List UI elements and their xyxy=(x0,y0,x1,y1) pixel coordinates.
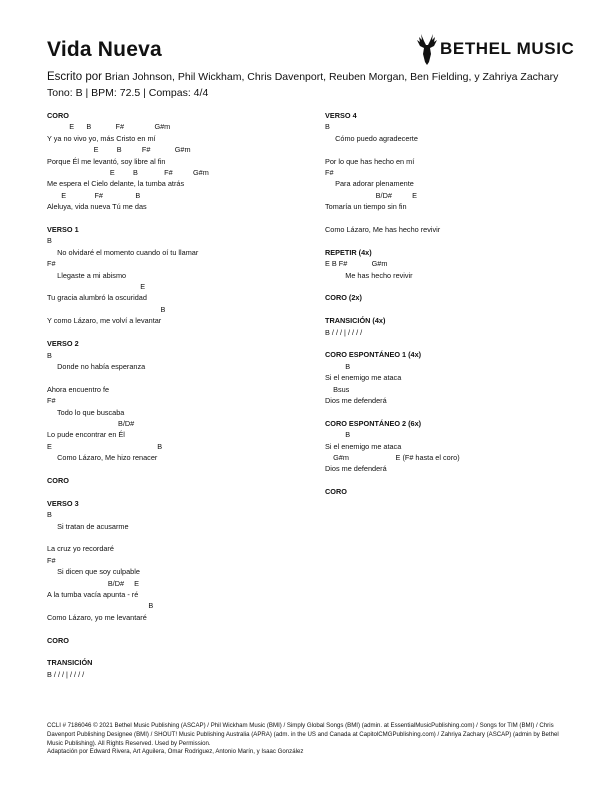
lyric-or-chord-line: F# xyxy=(325,168,334,178)
lyric-or-chord-line: Para adorar plenamente xyxy=(325,179,414,189)
song-section xyxy=(325,315,575,338)
lyric-or-chord-line: Tu gracia alumbró la oscuridad xyxy=(47,293,147,303)
lyric-or-chord-line: Como Lázaro, Me has hecho revivir xyxy=(325,225,441,235)
logo-wordmark: BETHEL MUSIC xyxy=(440,39,575,58)
lyric-or-chord-line: Si tratan de acusarme xyxy=(47,521,129,531)
section-title: CORO xyxy=(47,111,69,120)
lyric-or-chord-line: F# xyxy=(47,259,56,269)
section-title: VERSO 1 xyxy=(47,225,79,235)
copyright-text: CCLI # 7186046 © 2021 Bethel Music Publishing (ASCAP) / Phil Wickham Music (BMI) / Simply Global Songs (BMI) (admin. at EssentialMusicPublishing.com) / Songs for TIM (BMI) / Chris Davenport Publishing Designee (BMI) / SHOUT! Music Publishing Australia (APRA) (adm. in the US and Canada at CapitolCMGPublishing.com) / Zahriya Zachary (ASCAP) (admin by Bethel Music Publishing). All Rights Reserved. Used by Permission. xyxy=(47,722,559,747)
song-section xyxy=(47,635,297,646)
lyric-or-chord-line: Si el enemigo me ataca xyxy=(325,373,402,383)
lyric-or-chord-line: B/D# xyxy=(47,418,135,428)
lyric-or-chord-line: Como Lázaro, Me hizo renacer xyxy=(47,453,158,463)
song-section xyxy=(47,475,297,486)
lyric-or-chord-line: Si el enemigo me ataca xyxy=(325,441,402,451)
stag-head-icon xyxy=(415,32,437,66)
copyright-footer xyxy=(47,722,565,757)
lyric-or-chord-line: Ahora encuentro fe xyxy=(47,384,110,394)
lyric-or-chord-line: Todo lo que buscaba xyxy=(47,407,125,417)
lyric-or-chord-line: La cruz yo recordaré xyxy=(47,544,114,554)
song-section xyxy=(47,110,297,213)
lyric-or-chord-line: Aleluya, vida nueva Tú me das xyxy=(47,202,147,212)
song-section xyxy=(47,657,297,680)
lyric-or-chord-line: E B F# G#m xyxy=(47,145,191,155)
song-title: Vida Nueva xyxy=(47,38,162,61)
section-title: REPETIR (4x) xyxy=(325,247,372,257)
section-title: CORO xyxy=(325,487,347,497)
lyric-or-chord-line: Donde no había esperanza xyxy=(47,361,146,371)
lyric-or-chord-line: Como Lázaro, yo me levantaré xyxy=(47,612,147,622)
section-title: VERSO 4 xyxy=(325,111,357,120)
lyric-or-chord-line: Tomaría un tiempo sin fin xyxy=(325,202,407,212)
lyric-or-chord-line: B xyxy=(47,601,154,611)
lyric-or-chord-line: Y ya no vivo yo, más Cristo en mí xyxy=(47,133,156,143)
song-section xyxy=(325,486,575,497)
writers-label: Escrito por xyxy=(47,71,102,83)
lyric-or-chord-line: No olvidaré el momento cuando oí tu llamar xyxy=(47,247,199,257)
song-meta: Tono: B | BPM: 72.5 | Compas: 4/4 xyxy=(47,87,209,99)
lyric-or-chord-line: A la tumba vacía apunta - ré xyxy=(47,589,139,599)
lyric-or-chord-line: Dios me defenderá xyxy=(325,396,387,406)
lyric-or-chord-line: Si dicen que soy culpable xyxy=(47,567,140,577)
lyric-or-chord-line: E B F# G#m xyxy=(47,122,171,132)
lyric-or-chord-line: B xyxy=(325,361,351,371)
lyric-or-chord-line: Lo pude encontrar en Él xyxy=(47,430,125,440)
lyric-or-chord-line: E B xyxy=(47,441,163,451)
lyric-or-chord-line: F# xyxy=(47,396,56,406)
lyric-or-chord-line: Y como Lázaro, me volví a levantar xyxy=(47,316,162,326)
lyric-or-chord-line: B xyxy=(47,236,52,246)
adaptation-credit: Adaptación por Edward Rivera, Art Aguilera, Omar Rodriguez, Antonio Marín, y Isaac González xyxy=(47,748,304,756)
lyric-or-chord-line: Me has hecho revivir xyxy=(325,270,413,280)
section-title: TRANSICIÓN xyxy=(47,658,93,668)
lyric-or-chord-line: Dios me defenderá xyxy=(325,464,387,474)
song-section xyxy=(325,110,575,235)
lyric-or-chord-line: G#m E (F# hasta el coro) xyxy=(325,453,460,463)
lyric-or-chord-line: Cómo puedo agradecerte xyxy=(325,133,418,143)
section-title: CORO ESPONTÁNEO 2 (6x) xyxy=(325,418,422,428)
song-section xyxy=(47,498,297,623)
lyric-or-chord-line: E B F# G#m xyxy=(325,259,388,269)
lyric-or-chord-line: B xyxy=(325,430,351,440)
section-title: CORO xyxy=(47,475,69,485)
song-section xyxy=(47,338,297,463)
section-title: TRANSICIÓN (4x) xyxy=(325,316,386,326)
lyric-or-chord-line: E F# B xyxy=(47,190,141,200)
lyric-or-chord-line: Por lo que has hecho en mí xyxy=(325,156,415,166)
lyric-or-chord-line: Porque Él me levantó, soy libre al fin xyxy=(47,156,166,166)
lyric-or-chord-line: Llegaste a mi abismo xyxy=(47,270,127,280)
section-title: VERSO 3 xyxy=(47,498,79,508)
lyric-or-chord-line xyxy=(47,532,297,543)
song-section xyxy=(325,418,575,475)
lyric-or-chord-line: B xyxy=(47,510,52,520)
song-section xyxy=(325,247,575,281)
song-section xyxy=(325,292,575,303)
lyric-or-chord-line: E B F# G#m xyxy=(47,168,209,178)
song-section xyxy=(47,224,297,327)
lyric-or-chord-line: F# xyxy=(47,555,56,565)
section-title: VERSO 2 xyxy=(47,339,79,349)
lyric-or-chord-line: B / / / | / / / / xyxy=(47,669,85,679)
writers-line xyxy=(47,71,558,83)
lyric-or-chord-line: B / / / | / / / / xyxy=(325,327,363,337)
lyric-or-chord-line xyxy=(325,144,575,155)
lyric-or-chord-line xyxy=(325,213,575,224)
section-title: CORO (2x) xyxy=(325,293,362,303)
lyric-or-chord-line: B xyxy=(47,304,166,314)
lyric-or-chord-line: E xyxy=(47,282,146,292)
section-title: CORO ESPONTÁNEO 1 (4x) xyxy=(325,350,422,360)
left-column xyxy=(47,110,297,692)
lyric-or-chord-line: B xyxy=(325,122,330,132)
lyric-or-chord-line: B xyxy=(47,350,52,360)
right-column xyxy=(325,110,575,509)
section-title: CORO xyxy=(47,635,69,645)
lyric-or-chord-line: Bsus xyxy=(325,384,350,394)
lyric-or-chord-line xyxy=(47,372,297,383)
lyric-or-chord-line: Me espera el Cielo delante, la tumba atrás xyxy=(47,179,185,189)
bethel-music-logo xyxy=(415,32,574,66)
lyric-or-chord-line: B/D# E xyxy=(47,578,140,588)
writers-names: Brian Johnson, Phil Wickham, Chris Davenport, Reuben Morgan, Ben Fielding, y Zahriya Zachary xyxy=(104,71,559,83)
song-section xyxy=(325,349,575,406)
lyric-or-chord-line: B/D# E xyxy=(325,190,418,200)
